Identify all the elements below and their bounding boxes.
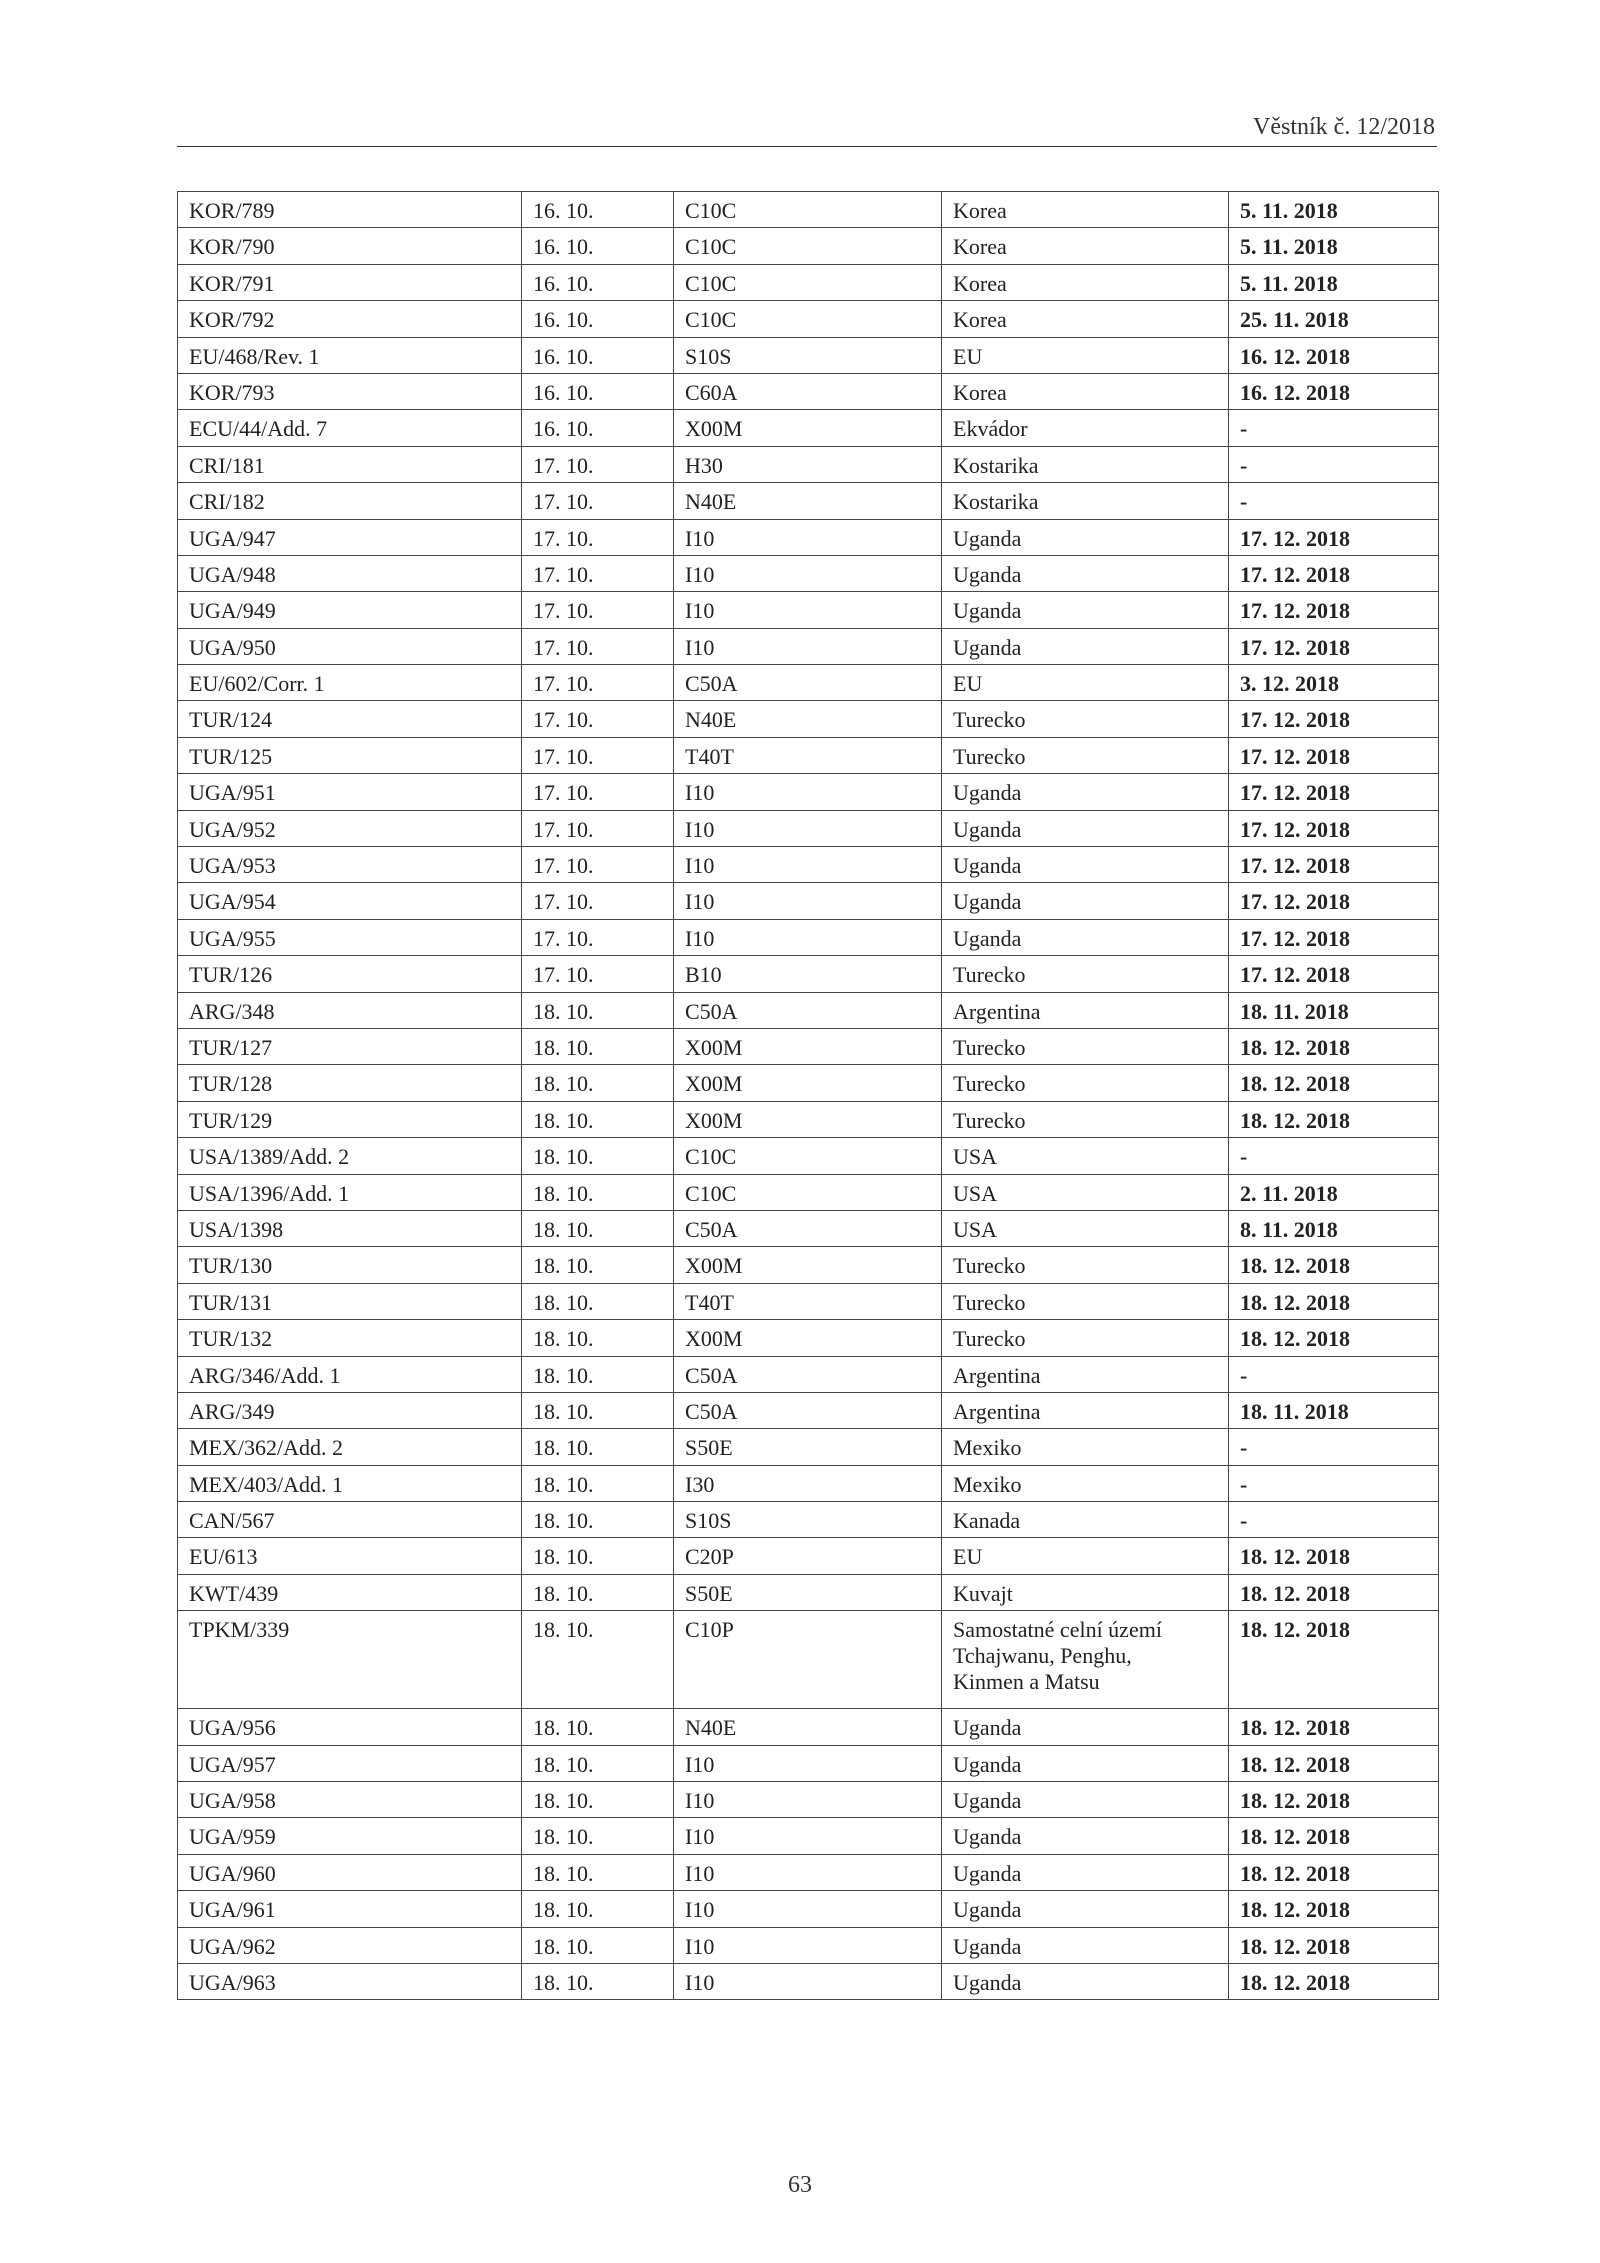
notification-date-cell: 18. 10. — [522, 1283, 674, 1319]
document-code-cell: KWT/439 — [178, 1574, 522, 1610]
ics-code-cell: H30 — [674, 446, 942, 482]
deadline-cell: 3. 12. 2018 — [1229, 665, 1439, 701]
document-code-cell: USA/1398 — [178, 1210, 522, 1246]
table-row — [178, 1247, 1439, 1283]
ics-code-cell: B10 — [674, 956, 942, 992]
document-code-cell: KOR/793 — [178, 373, 522, 409]
notification-date-cell: 17. 10. — [522, 919, 674, 955]
country-cell: Mexiko — [942, 1465, 1229, 1501]
ics-code-cell: I10 — [674, 519, 942, 555]
document-code-cell: UGA/949 — [178, 592, 522, 628]
notification-date-cell: 17. 10. — [522, 774, 674, 810]
notification-date-cell: 17. 10. — [522, 519, 674, 555]
document-code-cell: TPKM/339 — [178, 1611, 522, 1709]
country-cell: Kanada — [942, 1502, 1229, 1538]
deadline-cell: 17. 12. 2018 — [1229, 774, 1439, 810]
deadline-cell: 25. 11. 2018 — [1229, 301, 1439, 337]
table-row — [178, 483, 1439, 519]
ics-code-cell: I10 — [674, 774, 942, 810]
deadline-cell: - — [1229, 1502, 1439, 1538]
table-row — [178, 592, 1439, 628]
deadline-cell: 5. 11. 2018 — [1229, 264, 1439, 300]
document-code-cell: CRI/182 — [178, 483, 522, 519]
notification-date-cell: 18. 10. — [522, 1210, 674, 1246]
country-cell: Uganda — [942, 592, 1229, 628]
deadline-cell: 18. 12. 2018 — [1229, 1101, 1439, 1137]
country-cell: Turecko — [942, 737, 1229, 773]
country-cell: Uganda — [942, 628, 1229, 664]
table-row — [178, 665, 1439, 701]
notification-date-cell: 18. 10. — [522, 1745, 674, 1781]
country-cell: Uganda — [942, 1818, 1229, 1854]
ics-code-cell: S10S — [674, 1502, 942, 1538]
notification-date-cell: 18. 10. — [522, 1818, 674, 1854]
country-cell: Uganda — [942, 1927, 1229, 1963]
ics-code-cell: I10 — [674, 1782, 942, 1818]
deadline-cell: 18. 12. 2018 — [1229, 1611, 1439, 1709]
country-cell: Turecko — [942, 1247, 1229, 1283]
table-row — [178, 1502, 1439, 1538]
deadline-cell: 17. 12. 2018 — [1229, 555, 1439, 591]
country-cell: Argentina — [942, 992, 1229, 1028]
document-code-cell: UGA/957 — [178, 1745, 522, 1781]
ics-code-cell: T40T — [674, 1283, 942, 1319]
notification-date-cell: 18. 10. — [522, 1138, 674, 1174]
deadline-cell: 17. 12. 2018 — [1229, 847, 1439, 883]
ics-code-cell: C10C — [674, 1138, 942, 1174]
table-row — [178, 1709, 1439, 1745]
notification-date-cell: 18. 10. — [522, 1028, 674, 1064]
deadline-cell: 18. 12. 2018 — [1229, 1709, 1439, 1745]
notification-date-cell: 16. 10. — [522, 301, 674, 337]
ics-code-cell: I10 — [674, 847, 942, 883]
country-cell: Argentina — [942, 1392, 1229, 1428]
ics-code-cell: I10 — [674, 1854, 942, 1890]
document-code-cell: ARG/349 — [178, 1392, 522, 1428]
country-cell: Uganda — [942, 1854, 1229, 1890]
ics-code-cell: I10 — [674, 810, 942, 846]
deadline-cell: 18. 12. 2018 — [1229, 1891, 1439, 1927]
deadline-cell: - — [1229, 410, 1439, 446]
document-code-cell: ARG/348 — [178, 992, 522, 1028]
ics-code-cell: C10C — [674, 192, 942, 228]
country-cell: Uganda — [942, 519, 1229, 555]
country-cell: Uganda — [942, 919, 1229, 955]
table-row — [178, 1465, 1439, 1501]
deadline-cell: 17. 12. 2018 — [1229, 592, 1439, 628]
country-cell: Korea — [942, 228, 1229, 264]
country-cell: Samostatné celní území Tchajwanu, Penghu, Kinmen a Matsu — [942, 1611, 1229, 1709]
table-row — [178, 737, 1439, 773]
table-row — [178, 883, 1439, 919]
deadline-cell: 18. 11. 2018 — [1229, 992, 1439, 1028]
document-code-cell: UGA/960 — [178, 1854, 522, 1890]
document-code-cell: UGA/952 — [178, 810, 522, 846]
ics-code-cell: N40E — [674, 1709, 942, 1745]
table-row — [178, 1210, 1439, 1246]
country-cell: Kuvajt — [942, 1574, 1229, 1610]
ics-code-cell: C10C — [674, 264, 942, 300]
table-row — [178, 992, 1439, 1028]
notification-date-cell: 18. 10. — [522, 1392, 674, 1428]
country-cell: EU — [942, 665, 1229, 701]
ics-code-cell: I10 — [674, 883, 942, 919]
table-row — [178, 919, 1439, 955]
country-cell: Uganda — [942, 847, 1229, 883]
document-code-cell: KOR/791 — [178, 264, 522, 300]
ics-code-cell: X00M — [674, 410, 942, 446]
document-code-cell: UGA/959 — [178, 1818, 522, 1854]
country-cell: Uganda — [942, 774, 1229, 810]
deadline-cell: 17. 12. 2018 — [1229, 701, 1439, 737]
ics-code-cell: N40E — [674, 701, 942, 737]
ics-code-cell: C50A — [674, 1392, 942, 1428]
notification-date-cell: 17. 10. — [522, 446, 674, 482]
document-code-cell: UGA/956 — [178, 1709, 522, 1745]
ics-code-cell: C10C — [674, 1174, 942, 1210]
deadline-cell: - — [1229, 1138, 1439, 1174]
ics-code-cell: I10 — [674, 628, 942, 664]
table-row — [178, 519, 1439, 555]
notification-date-cell: 18. 10. — [522, 1065, 674, 1101]
deadline-cell: 18. 12. 2018 — [1229, 1574, 1439, 1610]
deadline-cell: - — [1229, 1356, 1439, 1392]
country-cell: EU — [942, 337, 1229, 373]
country-cell: Korea — [942, 373, 1229, 409]
deadline-cell: 18. 12. 2018 — [1229, 1963, 1439, 1999]
document-code-cell: UGA/962 — [178, 1927, 522, 1963]
ics-code-cell: I30 — [674, 1465, 942, 1501]
notification-date-cell: 17. 10. — [522, 628, 674, 664]
country-cell: Turecko — [942, 1028, 1229, 1064]
document-code-cell: UGA/955 — [178, 919, 522, 955]
notification-date-cell: 17. 10. — [522, 810, 674, 846]
table-row — [178, 1065, 1439, 1101]
country-cell: Turecko — [942, 1101, 1229, 1137]
deadline-cell: 17. 12. 2018 — [1229, 883, 1439, 919]
ics-code-cell: I10 — [674, 919, 942, 955]
document-code-cell: EU/468/Rev. 1 — [178, 337, 522, 373]
notification-date-cell: 17. 10. — [522, 883, 674, 919]
notification-date-cell: 17. 10. — [522, 665, 674, 701]
page-number: 63 — [788, 2172, 812, 2198]
country-cell: Uganda — [942, 1709, 1229, 1745]
deadline-cell: 18. 12. 2018 — [1229, 1854, 1439, 1890]
document-code-cell: UGA/958 — [178, 1782, 522, 1818]
country-cell: Uganda — [942, 810, 1229, 846]
table-body — [178, 192, 1439, 2000]
document-code-cell: TUR/127 — [178, 1028, 522, 1064]
deadline-cell: 17. 12. 2018 — [1229, 919, 1439, 955]
ics-code-cell: X00M — [674, 1065, 942, 1101]
ics-code-cell: I10 — [674, 1927, 942, 1963]
notification-date-cell: 18. 10. — [522, 1611, 674, 1709]
ics-code-cell: T40T — [674, 737, 942, 773]
ics-code-cell: C50A — [674, 1356, 942, 1392]
table-row — [178, 774, 1439, 810]
ics-code-cell: C50A — [674, 992, 942, 1028]
document-code-cell: TUR/125 — [178, 737, 522, 773]
ics-code-cell: C10C — [674, 228, 942, 264]
ics-code-cell: C50A — [674, 1210, 942, 1246]
document-code-cell: EU/602/Corr. 1 — [178, 665, 522, 701]
country-cell: Uganda — [942, 555, 1229, 591]
notification-date-cell: 18. 10. — [522, 1247, 674, 1283]
table-row — [178, 1745, 1439, 1781]
notification-date-cell: 16. 10. — [522, 264, 674, 300]
deadline-cell: 17. 12. 2018 — [1229, 519, 1439, 555]
notification-date-cell: 16. 10. — [522, 192, 674, 228]
deadline-cell: - — [1229, 1465, 1439, 1501]
country-cell: Argentina — [942, 1356, 1229, 1392]
table-row — [178, 301, 1439, 337]
deadline-cell: - — [1229, 1429, 1439, 1465]
deadline-cell: 18. 12. 2018 — [1229, 1538, 1439, 1574]
table-row — [178, 810, 1439, 846]
document-code-cell: MEX/362/Add. 2 — [178, 1429, 522, 1465]
country-cell: Turecko — [942, 1283, 1229, 1319]
deadline-cell: 18. 12. 2018 — [1229, 1247, 1439, 1283]
country-cell: Mexiko — [942, 1429, 1229, 1465]
table-row — [178, 1927, 1439, 1963]
ics-code-cell: C10C — [674, 301, 942, 337]
deadline-cell: 17. 12. 2018 — [1229, 737, 1439, 773]
country-cell: Korea — [942, 301, 1229, 337]
document-code-cell: EU/613 — [178, 1538, 522, 1574]
country-cell: Kostarika — [942, 446, 1229, 482]
deadline-cell: 18. 12. 2018 — [1229, 1320, 1439, 1356]
deadline-cell: 2. 11. 2018 — [1229, 1174, 1439, 1210]
table-row — [178, 1174, 1439, 1210]
table-row — [178, 192, 1439, 228]
ics-code-cell: I10 — [674, 1963, 942, 1999]
table-row — [178, 847, 1439, 883]
deadline-cell: 18. 12. 2018 — [1229, 1927, 1439, 1963]
notification-date-cell: 17. 10. — [522, 956, 674, 992]
notification-date-cell: 18. 10. — [522, 1891, 674, 1927]
document-code-cell: UGA/947 — [178, 519, 522, 555]
deadline-cell: 18. 11. 2018 — [1229, 1392, 1439, 1428]
notification-date-cell: 16. 10. — [522, 410, 674, 446]
ics-code-cell: C50A — [674, 665, 942, 701]
notification-date-cell: 18. 10. — [522, 1963, 674, 1999]
notification-date-cell: 17. 10. — [522, 592, 674, 628]
country-cell: Uganda — [942, 1782, 1229, 1818]
document-code-cell: TUR/130 — [178, 1247, 522, 1283]
ics-code-cell: C20P — [674, 1538, 942, 1574]
document-code-cell: TUR/132 — [178, 1320, 522, 1356]
document-code-cell: UGA/961 — [178, 1891, 522, 1927]
country-cell: Uganda — [942, 1745, 1229, 1781]
ics-code-cell: I10 — [674, 1818, 942, 1854]
notification-date-cell: 18. 10. — [522, 1574, 674, 1610]
country-cell: Turecko — [942, 701, 1229, 737]
ics-code-cell: I10 — [674, 555, 942, 591]
table-row — [178, 555, 1439, 591]
country-cell: EU — [942, 1538, 1229, 1574]
notification-date-cell: 18. 10. — [522, 1356, 674, 1392]
deadline-cell: 17. 12. 2018 — [1229, 628, 1439, 664]
notification-date-cell: 18. 10. — [522, 1709, 674, 1745]
table-row — [178, 410, 1439, 446]
country-cell: Uganda — [942, 1891, 1229, 1927]
deadline-cell: 8. 11. 2018 — [1229, 1210, 1439, 1246]
deadline-cell: 16. 12. 2018 — [1229, 373, 1439, 409]
table-row — [178, 373, 1439, 409]
country-cell: USA — [942, 1210, 1229, 1246]
notification-date-cell: 17. 10. — [522, 555, 674, 591]
table-row — [178, 1574, 1439, 1610]
document-code-cell: UGA/950 — [178, 628, 522, 664]
deadline-cell: 16. 12. 2018 — [1229, 337, 1439, 373]
table-row — [178, 1356, 1439, 1392]
table-row — [178, 956, 1439, 992]
deadline-cell: 18. 12. 2018 — [1229, 1745, 1439, 1781]
notifications-table — [177, 191, 1439, 2000]
document-code-cell: MEX/403/Add. 1 — [178, 1465, 522, 1501]
ics-code-cell: S50E — [674, 1429, 942, 1465]
document-code-cell: CRI/181 — [178, 446, 522, 482]
deadline-cell: 18. 12. 2018 — [1229, 1818, 1439, 1854]
table-row — [178, 228, 1439, 264]
notification-date-cell: 17. 10. — [522, 483, 674, 519]
deadline-cell: 18. 12. 2018 — [1229, 1782, 1439, 1818]
notification-date-cell: 18. 10. — [522, 1174, 674, 1210]
document-code-cell: ECU/44/Add. 7 — [178, 410, 522, 446]
table-row — [178, 1611, 1439, 1709]
country-cell: USA — [942, 1174, 1229, 1210]
table-row — [178, 1283, 1439, 1319]
country-cell: Kostarika — [942, 483, 1229, 519]
publication-title: Věstník č. 12/2018 — [1253, 114, 1435, 140]
table-row — [178, 1891, 1439, 1927]
table-row — [178, 337, 1439, 373]
country-cell: Korea — [942, 192, 1229, 228]
table-row — [178, 1429, 1439, 1465]
country-cell: Uganda — [942, 883, 1229, 919]
document-code-cell: UGA/953 — [178, 847, 522, 883]
ics-code-cell: I10 — [674, 1745, 942, 1781]
table-row — [178, 446, 1439, 482]
deadline-cell: 5. 11. 2018 — [1229, 228, 1439, 264]
ics-code-cell: X00M — [674, 1028, 942, 1064]
ics-code-cell: X00M — [674, 1320, 942, 1356]
deadline-cell: - — [1229, 483, 1439, 519]
notification-date-cell: 17. 10. — [522, 737, 674, 773]
document-code-cell: KOR/789 — [178, 192, 522, 228]
document-code-cell: ARG/346/Add. 1 — [178, 1356, 522, 1392]
deadline-cell: 5. 11. 2018 — [1229, 192, 1439, 228]
deadline-cell: 17. 12. 2018 — [1229, 956, 1439, 992]
country-cell: Turecko — [942, 1065, 1229, 1101]
notification-date-cell: 18. 10. — [522, 1502, 674, 1538]
table-row — [178, 1854, 1439, 1890]
notification-date-cell: 18. 10. — [522, 1465, 674, 1501]
document-code-cell: KOR/792 — [178, 301, 522, 337]
table-row — [178, 1138, 1439, 1174]
document-code-cell: USA/1389/Add. 2 — [178, 1138, 522, 1174]
page-header — [177, 110, 1437, 147]
country-cell: Turecko — [942, 956, 1229, 992]
notification-date-cell: 16. 10. — [522, 228, 674, 264]
notification-date-cell: 18. 10. — [522, 1101, 674, 1137]
ics-code-cell: N40E — [674, 483, 942, 519]
notification-date-cell: 16. 10. — [522, 373, 674, 409]
country-cell: Ekvádor — [942, 410, 1229, 446]
document-code-cell: TUR/128 — [178, 1065, 522, 1101]
document-code-cell: UGA/948 — [178, 555, 522, 591]
notification-date-cell: 18. 10. — [522, 992, 674, 1028]
document-code-cell: TUR/129 — [178, 1101, 522, 1137]
deadline-cell: 18. 12. 2018 — [1229, 1028, 1439, 1064]
document-code-cell: UGA/954 — [178, 883, 522, 919]
notification-date-cell: 18. 10. — [522, 1782, 674, 1818]
document-code-cell: TUR/126 — [178, 956, 522, 992]
notification-date-cell: 18. 10. — [522, 1429, 674, 1465]
notification-date-cell: 17. 10. — [522, 701, 674, 737]
notification-date-cell: 18. 10. — [522, 1538, 674, 1574]
ics-code-cell: I10 — [674, 1891, 942, 1927]
ics-code-cell: X00M — [674, 1247, 942, 1283]
table-row — [178, 628, 1439, 664]
table-row — [178, 1101, 1439, 1137]
table-row — [178, 701, 1439, 737]
deadline-cell: - — [1229, 446, 1439, 482]
ics-code-cell: S10S — [674, 337, 942, 373]
country-cell: Turecko — [942, 1320, 1229, 1356]
deadline-cell: 17. 12. 2018 — [1229, 810, 1439, 846]
country-cell: Uganda — [942, 1963, 1229, 1999]
table-row — [178, 1028, 1439, 1064]
country-cell: Korea — [942, 264, 1229, 300]
table-row — [178, 1320, 1439, 1356]
notification-date-cell: 18. 10. — [522, 1927, 674, 1963]
document-code-cell: KOR/790 — [178, 228, 522, 264]
notification-date-cell: 18. 10. — [522, 1320, 674, 1356]
notification-date-cell: 16. 10. — [522, 337, 674, 373]
document-code-cell: TUR/131 — [178, 1283, 522, 1319]
country-cell: USA — [942, 1138, 1229, 1174]
table-row — [178, 1782, 1439, 1818]
ics-code-cell: I10 — [674, 592, 942, 628]
ics-code-cell: C60A — [674, 373, 942, 409]
notification-date-cell: 17. 10. — [522, 847, 674, 883]
table-row — [178, 1963, 1439, 1999]
ics-code-cell: S50E — [674, 1574, 942, 1610]
deadline-cell: 18. 12. 2018 — [1229, 1065, 1439, 1101]
notification-date-cell: 18. 10. — [522, 1854, 674, 1890]
table-row — [178, 264, 1439, 300]
table-row — [178, 1392, 1439, 1428]
ics-code-cell: X00M — [674, 1101, 942, 1137]
table-row — [178, 1538, 1439, 1574]
document-code-cell: UGA/963 — [178, 1963, 522, 1999]
document-code-cell: USA/1396/Add. 1 — [178, 1174, 522, 1210]
ics-code-cell: C10P — [674, 1611, 942, 1709]
deadline-cell: 18. 12. 2018 — [1229, 1283, 1439, 1319]
document-code-cell: CAN/567 — [178, 1502, 522, 1538]
document-code-cell: TUR/124 — [178, 701, 522, 737]
table-row — [178, 1818, 1439, 1854]
document-code-cell: UGA/951 — [178, 774, 522, 810]
